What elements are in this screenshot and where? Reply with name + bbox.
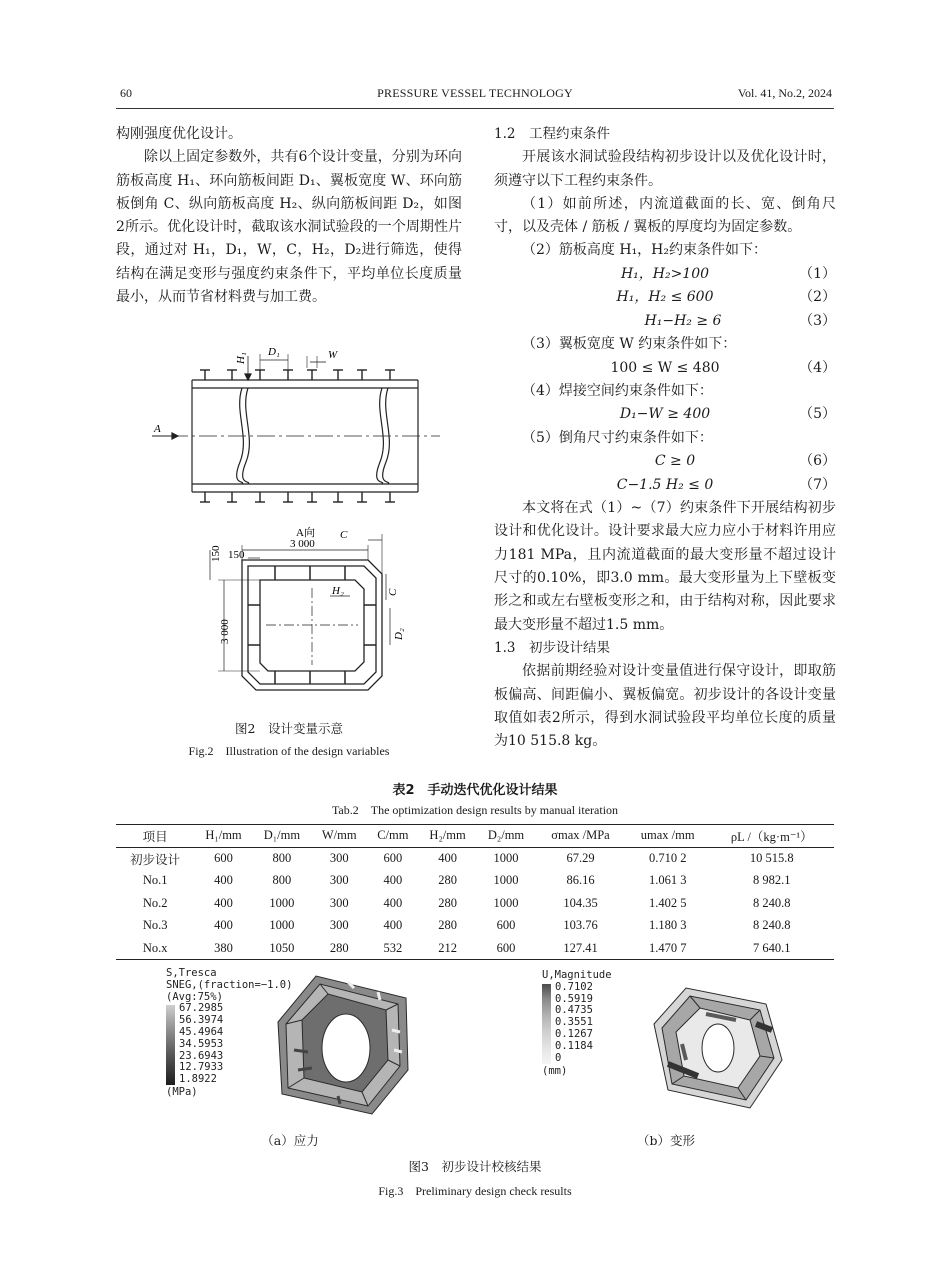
legend-unit: (MPa)	[166, 1086, 198, 1099]
fig2-label-150-side: 150	[210, 545, 222, 562]
table-cell: No.1	[142, 873, 168, 888]
legend-colorbar	[542, 984, 551, 1064]
table-row	[116, 870, 834, 893]
fig2-caption-cn: 图2 设计变量示意	[235, 721, 343, 736]
table-cell: 1050	[269, 940, 295, 955]
volume-info: Vol. 41, No.2, 2024	[737, 86, 832, 100]
table-cell: 1000	[493, 895, 519, 910]
legend-value: 0.4735	[555, 1004, 593, 1017]
table-cell: 800	[272, 851, 292, 865]
column-header: umax /mm	[640, 828, 695, 843]
table-cell: 10 515.8	[749, 851, 794, 865]
table-cell: 212	[438, 940, 457, 955]
equation	[494, 310, 836, 334]
equation-expr: D₁−W ≥ 400	[619, 406, 711, 423]
table-cell: 67.29	[566, 851, 595, 865]
fig2-label-a-dir: A向	[296, 527, 315, 539]
equation-number: （1）	[799, 265, 836, 282]
table2	[116, 824, 834, 960]
column-header: 项目	[142, 829, 168, 844]
table-cell: 初步设计	[130, 852, 181, 867]
paragraph: （1）如前所述，内流道截面的长、宽、倒角尺寸，以及壳体 / 筋板 / 翼板的厚度均为固定参数。	[494, 195, 836, 236]
equation	[494, 403, 836, 427]
equation-number: （6）	[799, 453, 836, 470]
table-cell: 8 982.1	[753, 873, 791, 888]
table-cell: 400	[383, 873, 403, 888]
header-rule	[116, 108, 834, 109]
table-cell: 400	[214, 895, 233, 910]
table-cell: 400	[214, 873, 233, 888]
legend-value: 1.8922	[179, 1073, 217, 1086]
fig2-label-h2: H₂	[332, 585, 344, 597]
column-header: H₂/mm	[429, 828, 466, 843]
table-cell: 1.061 3	[648, 873, 687, 888]
table-cell: 104.35	[563, 895, 598, 910]
fig2-section-view	[200, 520, 410, 700]
table-cell: 8 240.8	[753, 918, 791, 933]
legend-title: (Avg:75%)	[166, 990, 223, 1003]
fig2-label-d2: D₂	[393, 628, 405, 640]
table-cell: 800	[272, 873, 292, 888]
column-header: D₂/mm	[487, 828, 525, 843]
table-row	[116, 937, 834, 960]
paragraph: （4）焊接空间约束条件如下：	[522, 383, 713, 400]
fig2-label-w: W	[328, 349, 338, 361]
legend-value: 0.5919	[555, 992, 593, 1005]
equation-expr: H₁，H₂ ≤ 600	[616, 289, 714, 306]
table-cell: 300	[329, 918, 349, 933]
table-cell: 280	[438, 918, 457, 933]
fig2-label-a: A	[154, 423, 161, 435]
paragraph: （3）翼板宽度 W 约束条件如下：	[522, 336, 737, 353]
page-number: 60	[120, 86, 132, 100]
table-cell: 1.402 5	[648, 895, 687, 910]
column-header: ρL /（kg·m⁻¹）	[730, 829, 813, 844]
column-header: σmax /MPa	[551, 828, 610, 843]
fig3a-subcaption: （a）应力	[261, 1133, 319, 1148]
paragraph: （2）筋板高度 H₁，H₂约束条件如下：	[522, 242, 767, 259]
table-cell: 1000	[493, 851, 519, 865]
equation	[494, 474, 836, 498]
equation-number: （7）	[799, 476, 836, 493]
right-column	[494, 123, 836, 753]
legend-value: 34.5953	[179, 1037, 224, 1050]
table-row	[116, 847, 834, 870]
fig2-label-h1: H₁	[235, 352, 247, 364]
table-cell: No.3	[142, 918, 168, 933]
equation-expr: H₁，H₂>100	[620, 265, 710, 282]
legend-value: 0.3551	[555, 1016, 593, 1029]
fig2-label-150-top: 150	[228, 549, 245, 561]
table-cell: 280	[438, 873, 457, 888]
legend-title: S,Tresca	[166, 967, 217, 979]
table-cell: 400	[438, 851, 457, 865]
legend-title: U,Magnitude	[542, 969, 612, 981]
paragraph: 本文将在式（1）~（7）约束条件下开展结构初步设计和优化设计。设计要求最大应力应小于材料许用应力181 MPa，且内流道截面的最大变形量不超过设计尺寸的0.10%，即3.0 mm。最大变形量为上下壁板变形之和或左右壁板变形之和，由于结构对称，因此要求最大变形量不超过1.5 mm。	[494, 500, 836, 633]
table-cell: No.2	[142, 895, 168, 910]
paragraph: 依据前期经验对设计变量值进行保守设计，即取筋板偏高、间距偏小、翼板偏宽。初步设计的各设计变量取值如表2所示，得到水洞试验段平均单位长度的质量为10 515.8 kg。	[494, 663, 836, 750]
table-cell: 1000	[269, 918, 295, 933]
table-cell: 1000	[493, 873, 519, 888]
table-cell: 300	[329, 851, 349, 865]
legend-title: SNEG,(fraction=−1.0)	[166, 978, 293, 991]
table-header-row	[116, 825, 834, 848]
table-row	[116, 892, 834, 915]
equation-expr: H₁−H₂ ≥ 6	[644, 312, 722, 329]
table2-title-en: Tab.2 The optimization design results by manual iteration	[331, 803, 619, 817]
table-cell: 400	[383, 918, 403, 933]
displacement-contour-plot	[646, 984, 786, 1112]
section-heading: 1.2 工程约束条件	[494, 126, 610, 142]
table-cell: 0.710 2	[648, 851, 687, 865]
fig3-caption-cn: 图3 初步设计校核结果	[408, 1159, 542, 1174]
legend-value: 0.7102	[555, 980, 593, 993]
table-cell: 1000	[269, 895, 295, 910]
table-cell: 86.16	[566, 873, 595, 888]
table-cell: 280	[438, 895, 457, 910]
equation-number: （3）	[799, 312, 836, 329]
table-cell: 600	[496, 918, 516, 933]
paragraph: 开展该水洞试验段结构初步设计以及优化设计时，须遵守以下工程约束条件。	[494, 149, 836, 189]
legend-value: 45.4964	[179, 1025, 224, 1038]
paragraph: （5）倒角尺寸约束条件如下：	[522, 429, 713, 446]
legend-value: 12.7933	[179, 1061, 224, 1074]
legend-value: 0	[555, 1051, 562, 1064]
equation-expr: C ≥ 0	[654, 453, 696, 470]
fig2-side-view	[150, 342, 450, 504]
table-cell: 380	[214, 940, 233, 955]
legend-value: 67.2985	[179, 1002, 224, 1015]
column-header: C/mm	[377, 828, 409, 843]
fig2-label-c-side: C	[387, 588, 399, 596]
legend-value: 0.1184	[555, 1039, 593, 1052]
table-cell: 127.41	[563, 940, 598, 955]
table-row	[116, 915, 834, 938]
equation	[494, 263, 836, 287]
column-header: D₁/mm	[263, 828, 301, 843]
legend-value: 23.6943	[179, 1049, 224, 1062]
equation-number: （5）	[799, 406, 836, 423]
legend-colorbar	[166, 1005, 175, 1085]
table-cell: 1.180 3	[648, 918, 687, 933]
fig2-label-3000-side: 3 000	[219, 619, 231, 644]
fig2-caption-en: Fig.2 Illustration of the design variables	[188, 744, 390, 758]
table-cell: 600	[214, 851, 233, 865]
legend-value: 56.3974	[179, 1014, 224, 1027]
table-cell: 532	[383, 940, 403, 955]
displacement-legend	[542, 970, 642, 1090]
table-cell: 1.470 7	[648, 940, 687, 955]
table-cell: No.x	[142, 940, 168, 955]
section-heading: 1.3 初步设计结果	[494, 639, 610, 656]
table-cell: 8 240.8	[753, 895, 791, 910]
table-cell: 103.76	[563, 918, 598, 933]
left-column	[116, 123, 462, 309]
equation-expr: 100 ≤ W ≤ 480	[610, 359, 720, 376]
equation	[494, 357, 836, 381]
table-cell: 300	[329, 873, 349, 888]
fig3b-subcaption: （b）变形	[636, 1133, 695, 1148]
table-cell: 300	[329, 895, 349, 910]
table-cell: 400	[383, 895, 403, 910]
table-cell: 280	[329, 940, 349, 955]
table-cell: 7 640.1	[753, 940, 791, 955]
table-cell: 400	[214, 918, 233, 933]
stress-contour-plot	[268, 970, 410, 1118]
equation	[494, 286, 836, 310]
column-header: W/mm	[321, 828, 357, 843]
fig2-label-c: C	[340, 529, 348, 541]
table-cell: 600	[496, 940, 516, 955]
legend-value: 0.1267	[555, 1027, 593, 1040]
equation	[494, 450, 836, 474]
equation-expr: C−1.5 H₂ ≤ 0	[616, 476, 714, 493]
legend-unit: (mm)	[542, 1064, 568, 1077]
equation-number: （2）	[799, 289, 836, 306]
fig2-label-d1: D₁	[268, 346, 280, 358]
fig2-label-3000-top: 3 000	[290, 538, 315, 550]
table2-title-cn: 表2 手动迭代优化设计结果	[392, 783, 558, 798]
table-cell: 600	[383, 851, 403, 865]
column-header: H₁/mm	[205, 828, 242, 843]
fig3-caption-en: Fig.3 Preliminary design check results	[378, 1184, 572, 1198]
paragraph: 除以上固定参数外，共有6个设计变量，分别为环向筋板高度 H₁、环向筋板间距 D₁、翼板宽度 W、环向筋板倒角 C、纵向筋板高度 H₂、纵向筋板间距 D₂，如图2所示。优化设计时，截取该水洞试验段的一个周期性片段，通过对 H₁，D₁，W，C，H₂，D₂进行筛选，使得结构在满足变形与强度约束条件下，平均单位长度质量最小，从而节省材料费与加工费。	[116, 149, 462, 306]
running-header	[116, 84, 834, 108]
journal-name: PRESSURE VESSEL TECHNOLOGY	[377, 86, 573, 100]
equation-number: （4）	[799, 359, 836, 376]
paragraph: 构刚强度优化设计。	[116, 126, 242, 142]
